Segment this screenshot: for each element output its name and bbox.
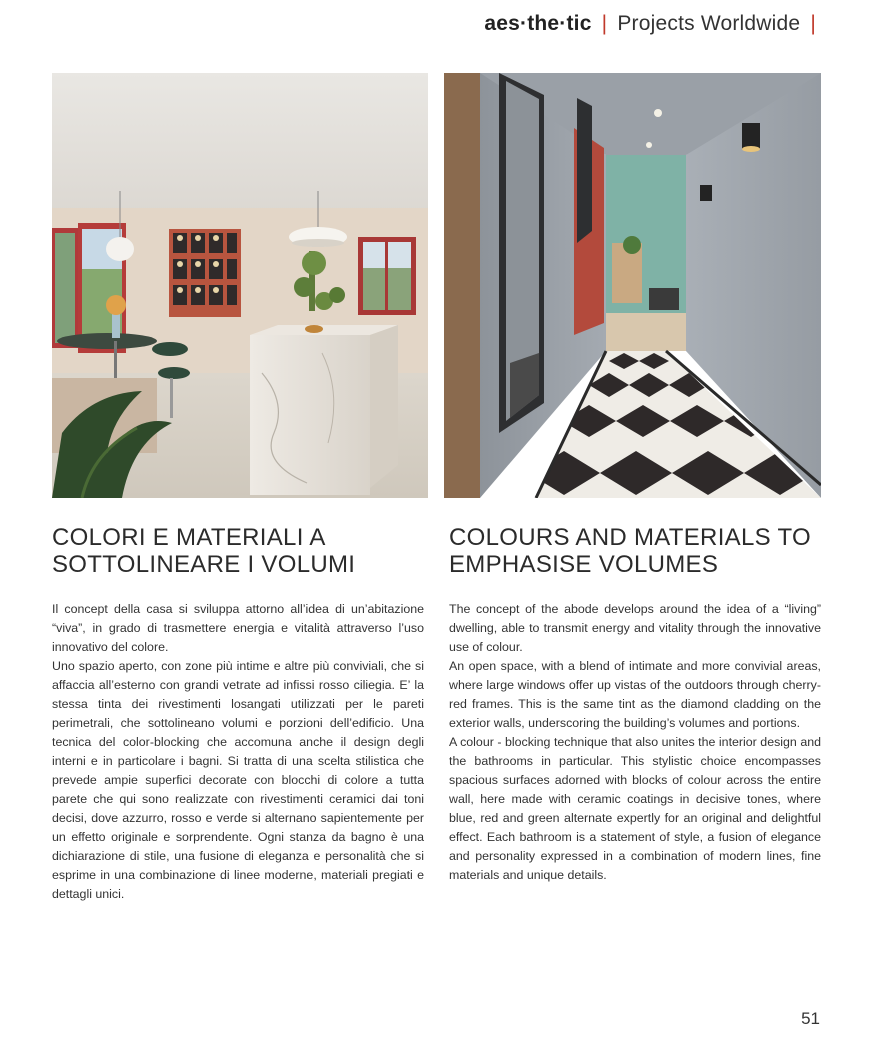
italian-body — [52, 600, 424, 904]
italian-column — [52, 524, 424, 904]
italian-title: COLORI E MATERIALI A SOTTOLINEARE I VOLUMI — [52, 524, 356, 578]
section-name: Projects Worldwide — [617, 12, 801, 35]
running-header — [484, 12, 820, 36]
page-number: 51 — [801, 1009, 820, 1028]
kitchen-photo — [52, 73, 428, 498]
header-separator-end: | — [810, 12, 816, 35]
english-column — [449, 524, 821, 885]
brand-name: aes·the·tic — [484, 12, 592, 35]
english-body — [449, 600, 821, 885]
english-paragraph-3: A colour - blocking technique that also unites the interior design and the bathrooms in particular. This stylistic choice encompasses spacious surfaces adorned with blocks of colour across the entire wall, here made with ceramic coatings in decisive tones, where blue, red and green alternate expertly for an original and delightful effect. Each bathroom is a statement of style, a fusion of elegance and personality expressed in a combination of modern lines, fine materials and unique details. — [449, 735, 821, 882]
italian-paragraph-1: Il concept della casa si sviluppa attorno all’idea di un’abitazione “viva”, in grado di trasmettere energia e vitalità attraverso l’uso innovativo del colore. — [52, 602, 424, 654]
english-paragraph-1: The concept of the abode develops around the idea of a “living” dwelling, able to transmit energy and vitality through the innovative use of colour. — [449, 602, 821, 654]
header-separator: | — [601, 12, 608, 35]
italian-paragraph-2: Uno spazio aperto, con zone più intime e altre più conviviali, che si affaccia all’esterno con grandi vetrate ad infissi rosso ciliegia. E’ la stessa tinta dei rivestimenti losangati utilizzati per le pareti perimetrali, che sottolineano volumi e porzioni dell’edificio. Una tecnica del color-blocking che accomuna anche il design degli interni e in particolare i bagni. Si tratta di una scelta stilistica che prevede ampie superfici decorate con blocchi di colore a tutta parete che qui sono realizzate con rivestimenti ceramici dai toni decisi, dove azzurro, rosso e verde si alternano sapientemente per un effetto originale e sorprendente. Ogni stanza da bagno è una dichiarazione di stile, una fusione di eleganza e personalità che si esprime in una combinazione di linee moderne, materiali pregiati e dettagli unici. — [52, 659, 424, 901]
english-title: COLOURS AND MATERIALS TO EMPHASISE VOLUMES — [449, 524, 811, 578]
hallway-photo — [444, 73, 821, 498]
english-paragraph-2: An open space, with a blend of intimate and more convivial areas, where large windows offer up vistas of the outdoors through cherry-red frames. This is the same tint as the diamond cladding on the exterior walls, underscoring the building’s volumes and portions. — [449, 659, 821, 730]
